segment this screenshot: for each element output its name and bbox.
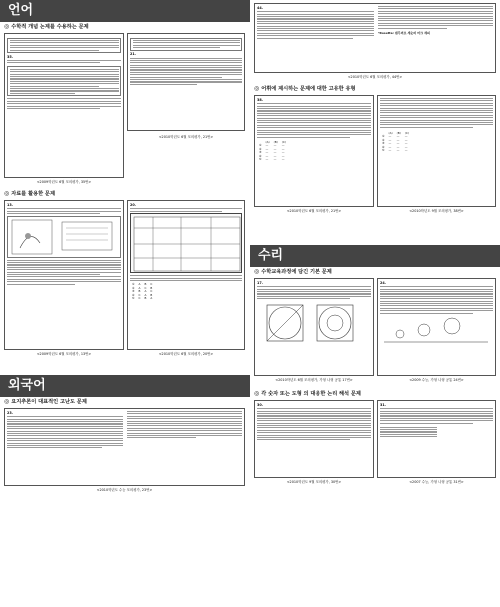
question-number: 23. <box>7 411 14 415</box>
question-box-20 <box>127 200 245 350</box>
question-number: 17. <box>257 281 264 285</box>
question-number: 38. <box>257 98 264 102</box>
source-note: <2010학년도 6월 모의평가, 가형 나형 공통 17번> <box>275 378 353 382</box>
source-note: <2010학년도 6월 모의평가, 21번> <box>286 209 342 213</box>
source-note: <2009학년도 6월 모의평가, 35번> <box>36 180 92 184</box>
choice-table: (A) (B) (C) ① — — — ② — — — ③ — — — ④ — — — ⑤ — — — <box>259 139 286 162</box>
topic-k1: ◎ 수학적 개념 논제를 수용하는 문제 <box>4 23 89 30</box>
circle-bullet-icon: ◎ <box>4 23 10 30</box>
topic-e2: ◎ 어휘에 제시하는 문제에 대한 고유한 유형 <box>254 85 356 92</box>
data-map-figure <box>7 216 121 258</box>
circle-bullet-icon: ◎ <box>4 190 10 197</box>
source-note: <2009학년도 6월 모의평가, 13번> <box>36 352 92 356</box>
section-title: 외국어 <box>8 378 46 393</box>
source-note: <2007 수능, 가형 나형 공통 31번> <box>409 480 464 484</box>
sequence-figure <box>380 316 492 346</box>
grid-table <box>133 216 241 272</box>
answer-label: *Rosetta: 범무버로 세숫비 마크 세피 <box>377 30 430 35</box>
circle-bullet-icon: ◎ <box>254 268 260 275</box>
source-note: <2010학년도 9월 모의평가, 38번> <box>409 209 464 213</box>
source-note: <2010학년도 6월 모의평가, 21번> <box>158 135 214 139</box>
choice-label: ① <box>132 282 135 287</box>
question-box-38-right <box>377 95 496 207</box>
question-number: 35. <box>7 54 14 59</box>
choice-label: ⑤ <box>132 296 135 301</box>
choice-label: ② <box>132 285 135 290</box>
question-box-e23 <box>4 408 245 486</box>
section-title: 언어 <box>8 3 34 18</box>
topic-e1: ◎ 요지추론이 대표적인 고난도 문제 <box>4 398 87 405</box>
topic-k2: ◎ 자료를 활용한 문제 <box>4 190 55 197</box>
question-number: 21. <box>130 52 137 57</box>
source-note: <2010학년도 9월 모의평가, 30번> <box>286 480 342 484</box>
geometry-figure <box>257 301 369 353</box>
question-box-31 <box>377 400 496 478</box>
source-note: <2010학년도 6월 모의평가, 20번> <box>158 352 214 356</box>
section-title: 수리 <box>258 248 284 263</box>
circle-bullet-icon: ◎ <box>4 398 10 405</box>
choice-label: ③ <box>132 289 135 294</box>
question-box-17 <box>254 278 374 376</box>
choice-table: ① A B C ② A C B ③ B A C ④ C A B ⑤ C B A <box>132 282 153 301</box>
section-header-korean <box>0 0 250 22</box>
question-box-35 <box>4 33 124 178</box>
circle-bullet-icon: ◎ <box>254 85 260 92</box>
source-note: <2009 수능, 가형 나형 공통 24번> <box>409 378 464 382</box>
table-figure <box>130 213 242 273</box>
section-header-english <box>0 375 250 397</box>
source-note: <2010학년도 수능 모의평가, 23번> <box>96 488 153 492</box>
condition-box <box>7 66 121 96</box>
circle-bullet-icon: ◎ <box>254 390 260 397</box>
question-box-44 <box>254 3 496 73</box>
choice-table: (A) (B) (C) ① — — — ② — — — ③ — — — ④ — — — ⑤ — — — <box>382 130 409 153</box>
question-box-24 <box>377 278 496 376</box>
question-box-13 <box>4 200 124 350</box>
question-number: 24. <box>380 281 387 285</box>
question-number: 30. <box>257 403 264 407</box>
topic-m1: ◎ 수학교육과정에 담긴 기본 문제 <box>254 268 332 275</box>
question-number: 20. <box>130 203 137 207</box>
choice-label: ④ <box>132 292 135 297</box>
source-note: <2010학년도 6월 모의평가, 44번> <box>347 75 403 79</box>
passage-box <box>7 38 121 54</box>
question-box-21 <box>127 33 245 131</box>
topic-m2: ◎ 각 숫자 또는 도형 의 대응한 논리 해석 문제 <box>254 390 361 397</box>
map-figure <box>10 218 120 256</box>
question-number: 31. <box>380 403 387 407</box>
question-box-38-left <box>254 95 374 207</box>
question-number: 13. <box>7 203 14 207</box>
question-box-30 <box>254 400 374 478</box>
section-header-math <box>250 245 500 267</box>
question-number: 44. <box>257 6 264 10</box>
passage-box <box>130 38 242 51</box>
